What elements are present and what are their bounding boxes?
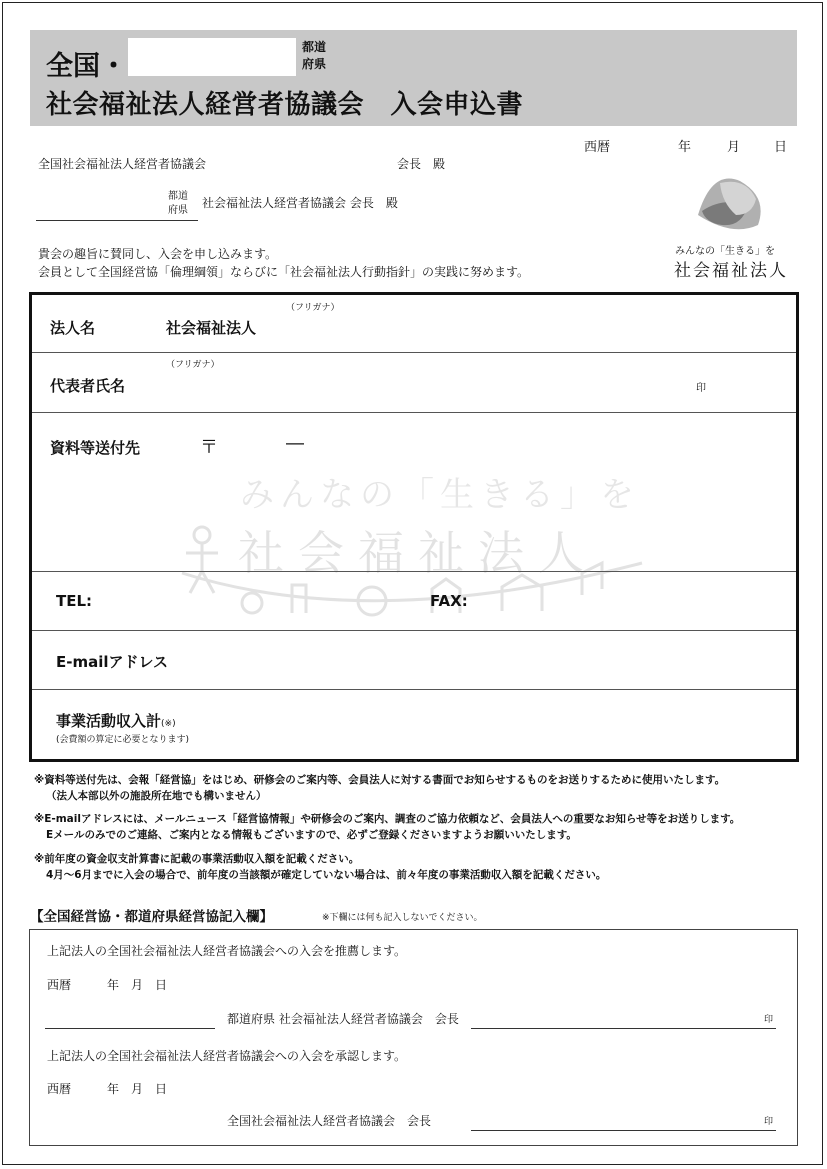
intro-line2: 会員として全国経営協「倫理綱領」ならびに「社会福祉法人行動指針」の実践に努めます。 <box>38 265 530 279</box>
row-tel-fax <box>32 572 796 631</box>
corp-name-prefix: 社会福祉法人 <box>166 319 257 337</box>
income-label: 事業活動収入計(※) <box>56 712 176 730</box>
prefecture-name-field[interactable] <box>128 38 296 76</box>
tel-label: TEL: <box>56 592 93 610</box>
note-email-sub: Eメールのみでのご連絡、ご案内となる情報もございますので、必ずご登録くださいますようお願いいたします。 <box>46 829 577 841</box>
note-address-sub: （法人本部以外の施設所在地でも構いません） <box>46 790 267 802</box>
approve-seal: 印 <box>764 1117 774 1127</box>
recommend-seal: 印 <box>764 1015 774 1025</box>
recommend-pref-org: 都道府県 社会福祉法人経営者協議会 会長 <box>227 1012 459 1026</box>
date-era: 西暦 <box>584 140 611 155</box>
representative-input[interactable] <box>152 367 692 407</box>
section-note: ※下欄には何も記入しないでください。 <box>322 913 483 923</box>
address-input[interactable] <box>222 429 792 559</box>
income-note: (会費額の算定に必要となります) <box>56 735 190 745</box>
tel-input[interactable] <box>102 584 422 620</box>
office-use-box <box>29 929 798 1146</box>
logo-tagline: みんなの「生きる」を <box>675 246 775 257</box>
addressee-pref-org: 社会福祉法人経営者協議会 会長 殿 <box>202 196 398 210</box>
row-email <box>32 631 796 690</box>
note-address: ※資料等送付先は、会報「経営協」をはじめ、研修会のご案内等、会員法人に対する書面でお知らせするものをお送りするために使用いたします。 <box>34 774 726 786</box>
intro-line1: 貴会の趣旨に賛同し、入会を申し込みます。 <box>38 247 278 261</box>
addressee-national-org: 全国社会福祉法人経営者協議会 <box>38 157 207 171</box>
address-label: 資料等送付先 <box>50 439 141 457</box>
email-input[interactable] <box>182 643 786 679</box>
recommend-date: 西暦 年 月 日 <box>47 978 168 992</box>
representative-label: 代表者氏名 <box>50 377 126 395</box>
recommend-text: 上記法人の全国社会福祉法人経営者協議会への入会を推薦します。 <box>47 944 407 958</box>
fax-input[interactable] <box>476 584 786 620</box>
approve-national-org: 全国社会福祉法人経営者協議会 会長 <box>227 1114 432 1128</box>
note-income: ※前年度の資金収支計算書に記載の事業活動収入額を記載ください。 <box>34 853 360 865</box>
corp-furigana-label: （フリガナ） <box>286 303 340 313</box>
row-income <box>32 690 796 759</box>
approve-text: 上記法人の全国社会福祉法人経営者協議会への入会を承認します。 <box>47 1049 407 1063</box>
postal-mark: 〒 <box>200 437 218 458</box>
addressee-pref-label: 都道 府県 <box>168 191 188 216</box>
watermark-name: 社会福祉法人 <box>238 526 598 580</box>
section-title: 【全国経営協・都道府県経営協記入欄】 <box>30 909 273 925</box>
note-email: ※E-mailアドレスには、メールニュース「経営協情報」や研修会のご案内、調査のご協力依頼など、会員法人への重要なお知らせ等をお送りします。 <box>34 813 741 825</box>
rep-furigana-label: （フリガナ） <box>166 360 220 370</box>
rep-seal-mark: 印 <box>696 383 706 394</box>
note-income-sub: 4月～6月までに入会の場合で、前年度の当該額が確定していない場合は、前々年度の事業活動収入額を記載ください。 <box>46 869 607 881</box>
title-line2: 社会福祉法人経営者協議会 入会申込書 <box>46 90 524 120</box>
income-input[interactable] <box>232 702 786 746</box>
prefecture-fill-line[interactable] <box>36 220 198 221</box>
corp-name-label: 法人名 <box>50 319 96 337</box>
approve-date: 西暦 年 月 日 <box>47 1082 168 1096</box>
addressee-national-title: 会長 殿 <box>397 157 446 171</box>
date-month: 月 <box>727 140 741 155</box>
fax-label: FAX: <box>430 592 468 610</box>
email-label: E-mailアドレス <box>56 653 169 671</box>
logo-icon <box>692 175 768 233</box>
logo-name: 社会福祉法人 <box>674 261 788 281</box>
corp-name-input[interactable] <box>272 309 792 349</box>
title-line1: 全国・ <box>46 51 127 82</box>
watermark-tagline: みんなの「生きる」を <box>240 475 640 515</box>
row-address <box>32 413 796 572</box>
recommend-pref-line[interactable] <box>45 1028 215 1029</box>
approve-sign-line[interactable] <box>471 1130 776 1131</box>
row-corp-name <box>32 295 796 353</box>
prefecture-label: 都道 府県 <box>302 40 327 71</box>
date-day: 日 <box>774 140 788 155</box>
row-representative <box>32 353 796 413</box>
date-year: 年 <box>678 140 692 155</box>
recommend-sign-line[interactable] <box>471 1028 776 1029</box>
application-form-table <box>29 292 799 762</box>
postal-dash: ― <box>286 433 304 454</box>
header-band <box>30 30 797 126</box>
